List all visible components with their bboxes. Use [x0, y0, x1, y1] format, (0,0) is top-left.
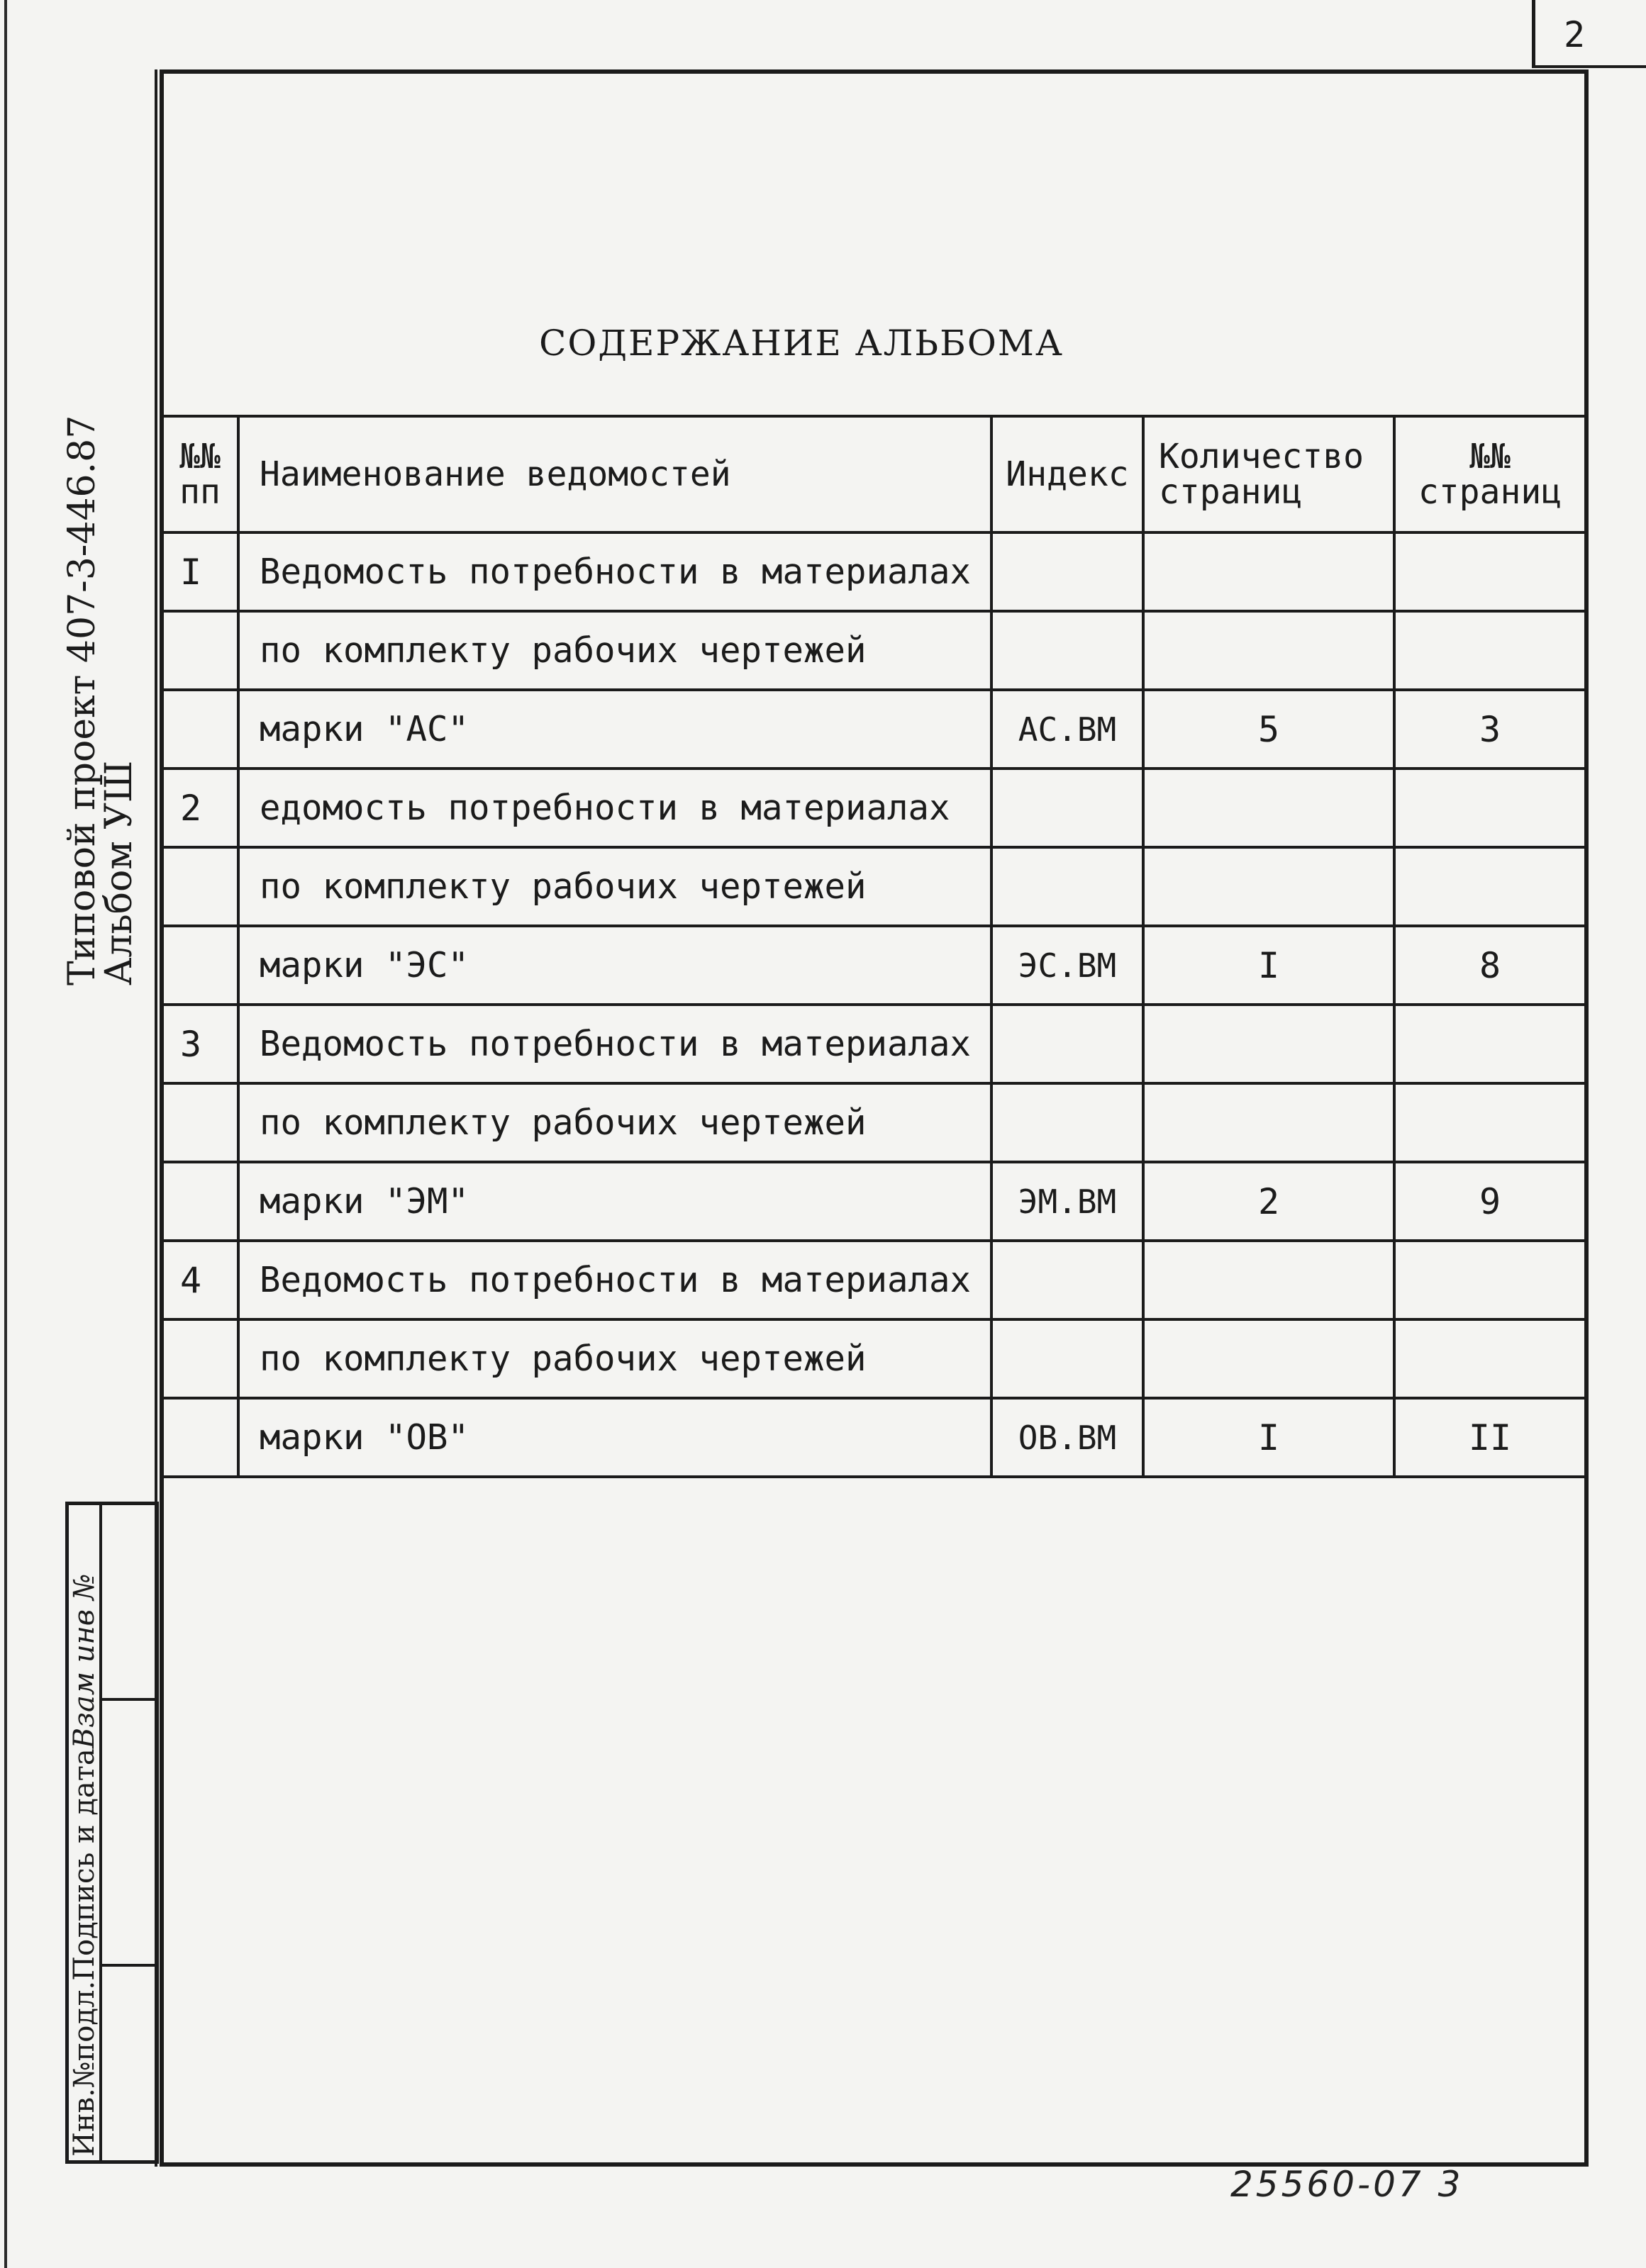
row-pages	[1394, 847, 1586, 926]
side-title-album: Альбом УШ	[98, 760, 140, 985]
table-row	[162, 1083, 1586, 1162]
table-row	[162, 611, 1586, 690]
row-count	[1143, 769, 1394, 847]
row-num	[162, 847, 238, 926]
header-index: Индекс	[991, 416, 1143, 532]
sheet-left-edge	[4, 0, 7, 2268]
row-pages	[1394, 1319, 1586, 1398]
table-row	[162, 1241, 1586, 1319]
row-index	[991, 1241, 1143, 1319]
sheet-number-box-border	[1532, 65, 1646, 68]
header-count: Количество страниц	[1143, 416, 1394, 532]
row-count: I	[1143, 926, 1394, 1005]
row-name: Ведомость потребности в материалах	[238, 1005, 991, 1083]
row-index	[991, 1005, 1143, 1083]
row-name: марки "ЭС"	[238, 926, 991, 1005]
row-num	[162, 1319, 238, 1398]
table-row	[162, 1319, 1586, 1398]
row-num	[162, 926, 238, 1005]
table-body	[162, 532, 1586, 1477]
row-pages: 8	[1394, 926, 1586, 1005]
row-index	[991, 532, 1143, 611]
row-num	[162, 690, 238, 769]
header-name: Наименование ведомостей	[238, 416, 991, 532]
sheet-number-box-border	[1532, 0, 1535, 67]
row-pages	[1394, 532, 1586, 611]
table-row	[162, 926, 1586, 1005]
row-count	[1143, 1241, 1394, 1319]
row-pages	[1394, 611, 1586, 690]
row-name: по комплекту рабочих чертежей	[238, 847, 991, 926]
footer-code: 25560-07 3	[1230, 2164, 1464, 2205]
stamp-label-handwritten: Взам инв №	[68, 1573, 101, 1749]
row-pages	[1394, 1083, 1586, 1162]
row-num	[162, 1162, 238, 1241]
row-name: марки "ЭМ"	[238, 1162, 991, 1241]
row-name: Ведомость потребности в материалах	[238, 1241, 991, 1319]
row-num	[162, 611, 238, 690]
row-index: ЭМ.ВМ	[991, 1162, 1143, 1241]
row-num: I	[162, 532, 238, 611]
row-index	[991, 769, 1143, 847]
row-count	[1143, 847, 1394, 926]
row-pages	[1394, 1005, 1586, 1083]
row-name: Ведомость потребности в материалах	[238, 532, 991, 611]
stamp-divider	[99, 1698, 159, 1701]
row-num: 3	[162, 1005, 238, 1083]
row-index	[991, 1319, 1143, 1398]
row-name: марки "АС"	[238, 690, 991, 769]
stamp-labels	[68, 1504, 101, 2157]
side-title-project: Типовой проект 407-3-446.87	[61, 415, 104, 985]
row-num	[162, 1398, 238, 1477]
row-count	[1143, 532, 1394, 611]
table-row	[162, 1005, 1586, 1083]
row-name: по комплекту рабочих чертежей	[238, 1319, 991, 1398]
stamp-label-printed: Инв.№подл.Подпись и дата	[68, 1748, 101, 2157]
table-row	[162, 1398, 1586, 1477]
row-index: АС.ВМ	[991, 690, 1143, 769]
row-num: 2	[162, 769, 238, 847]
row-num: 4	[162, 1241, 238, 1319]
row-index	[991, 847, 1143, 926]
row-count: 2	[1143, 1162, 1394, 1241]
table-row	[162, 769, 1586, 847]
table-header-row	[162, 416, 1586, 532]
table-row	[162, 532, 1586, 611]
stamp-divider	[99, 1964, 159, 1967]
row-index: ОВ.ВМ	[991, 1398, 1143, 1477]
row-count	[1143, 1319, 1394, 1398]
header-num: №№ пп	[162, 416, 238, 532]
side-title	[61, 415, 140, 985]
row-name: по комплекту рабочих чертежей	[238, 1083, 991, 1162]
table-row	[162, 1162, 1586, 1241]
row-index	[991, 1083, 1143, 1162]
contents-table	[160, 415, 1587, 1478]
row-count: I	[1143, 1398, 1394, 1477]
row-pages: 9	[1394, 1162, 1586, 1241]
row-count: 5	[1143, 690, 1394, 769]
row-pages: 3	[1394, 690, 1586, 769]
row-pages	[1394, 769, 1586, 847]
table-row	[162, 690, 1586, 769]
row-count	[1143, 1083, 1394, 1162]
row-index: ЭС.ВМ	[991, 926, 1143, 1005]
row-name: по комплекту рабочих чертежей	[238, 611, 991, 690]
header-pages: №№ страниц	[1394, 416, 1586, 532]
row-count	[1143, 611, 1394, 690]
page-title: СОДЕРЖАНИЕ АЛЬБОМА	[539, 323, 1064, 364]
row-count	[1143, 1005, 1394, 1083]
row-name: едомость потребности в материалах	[238, 769, 991, 847]
row-num	[162, 1083, 238, 1162]
row-pages: II	[1394, 1398, 1586, 1477]
row-index	[991, 611, 1143, 690]
sheet-number: 2	[1563, 14, 1586, 55]
row-name: марки "ОВ"	[238, 1398, 991, 1477]
table-row	[162, 847, 1586, 926]
row-pages	[1394, 1241, 1586, 1319]
